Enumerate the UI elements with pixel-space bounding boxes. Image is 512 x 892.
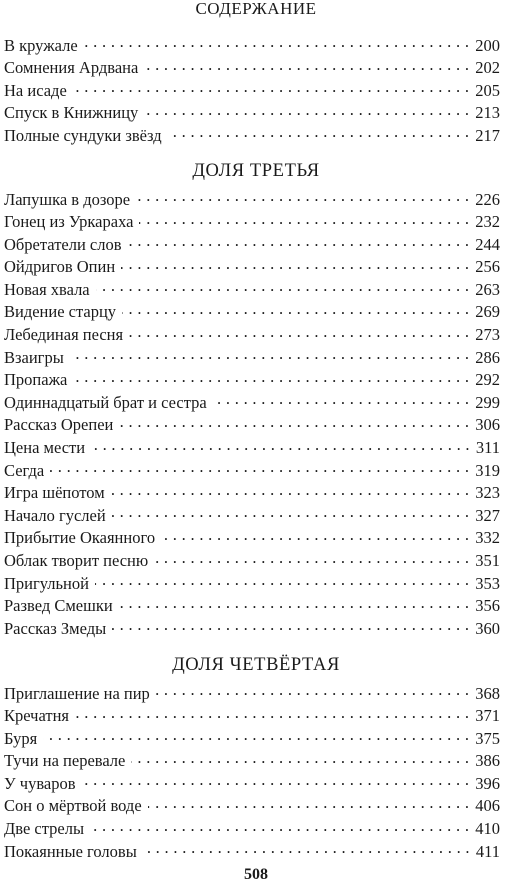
dot-leader (84, 34, 470, 51)
toc-entry-page: 232 (475, 212, 500, 232)
toc-entry (4, 504, 500, 527)
toc-entry-page: 306 (475, 415, 500, 435)
toc-entry (4, 79, 500, 102)
toc-entry-title: Видение старцу (4, 302, 117, 322)
toc-entry (4, 57, 500, 80)
toc-entry-page: 356 (475, 596, 500, 616)
toc-entry (4, 324, 500, 347)
page-header: СОДЕРЖАНИЕ (195, 0, 317, 18)
toc-entry-title: Лебединая песня (4, 325, 124, 345)
toc-entry-title: Полные сундуки звёзд (4, 125, 162, 145)
toc-entry (4, 211, 500, 234)
toc-entry (4, 595, 500, 618)
dot-leader (43, 727, 469, 744)
toc-entry-title: Цена мести (4, 438, 86, 458)
toc-entry (4, 437, 500, 460)
toc-list-part-3 (4, 188, 500, 640)
dot-leader (112, 617, 469, 634)
dot-leader (50, 459, 469, 476)
toc-entry-title: Развед Смешки (4, 596, 113, 616)
toc-entry-page: 292 (475, 370, 500, 390)
toc-entry-page: 406 (475, 796, 500, 816)
toc-entry-page: 368 (475, 683, 500, 703)
toc-entry-page: 273 (475, 325, 500, 345)
toc-entry-page: 256 (475, 257, 500, 277)
dot-leader (96, 278, 470, 295)
toc-entry-title: Одиннадцатый брат и сестра (4, 392, 207, 412)
toc-entry-page: 360 (475, 618, 500, 638)
dot-leader (156, 682, 469, 699)
dot-leader (90, 818, 469, 835)
section-title-part-3: ДОЛЯ ТРЕТЬЯ (192, 161, 320, 181)
toc-entry-title: Пропажа (4, 370, 68, 390)
dot-leader (136, 188, 469, 205)
toc-entry (4, 391, 500, 414)
toc-entry-page: 299 (475, 392, 500, 412)
toc-entry-page: 396 (475, 773, 500, 793)
dot-leader (91, 437, 470, 454)
toc-entry-page: 353 (475, 573, 500, 593)
toc-entry (4, 682, 500, 705)
toc-entry (4, 482, 500, 505)
dot-leader (122, 301, 469, 318)
dot-leader (139, 211, 469, 228)
toc-entry-page: 410 (475, 819, 500, 839)
dot-leader (75, 705, 469, 722)
dot-leader (161, 527, 469, 544)
dot-leader (112, 504, 470, 521)
toc-entry-page: 269 (475, 302, 500, 322)
toc-entry (4, 102, 500, 125)
dot-leader (119, 595, 470, 612)
toc-entry-title: У чуваров (4, 773, 76, 793)
toc-entry-page: 217 (475, 125, 500, 145)
toc-entry (4, 124, 500, 147)
dot-leader (73, 79, 469, 96)
toc-entry-page: 286 (475, 347, 500, 367)
toc-entry-title: Рассказ Орепеи (4, 415, 114, 435)
toc-entry-title: В кружале (4, 35, 78, 55)
dot-leader (168, 124, 470, 141)
toc-entry-title: Обретатели слов (4, 234, 122, 254)
toc-entry-title: Сегда (4, 460, 45, 480)
toc-entry-title: Облак творит песню (4, 551, 149, 570)
toc-entry-title: Ойдригов Опин (4, 257, 116, 277)
toc-entry-title: Игра шёпотом (4, 483, 105, 503)
dot-leader (73, 369, 469, 386)
dot-leader (144, 57, 469, 74)
toc-entry-title: Буря (4, 728, 38, 748)
dot-leader (119, 414, 469, 431)
toc-entry-page: 213 (475, 103, 500, 123)
toc-entry-title: Две стрелы (4, 819, 85, 839)
toc-entry-page: 386 (475, 751, 500, 771)
toc-entry (4, 34, 500, 57)
toc-entry-title: Приглашение на пир (4, 683, 150, 703)
dot-leader (82, 772, 470, 789)
toc-list-part-2 (4, 34, 500, 147)
toc-entry-page: 202 (475, 58, 500, 78)
toc-entry-title: Новая хвала (4, 279, 90, 299)
dot-leader (148, 795, 470, 812)
toc-entry-title: Тучи на перевале (4, 751, 126, 771)
toc-entry-page: 200 (475, 35, 500, 55)
toc-entry-page: 332 (475, 528, 500, 548)
toc-entry-title: Гонец из Уркараха (4, 212, 134, 232)
toc-entry (4, 369, 500, 392)
toc-entry (4, 346, 500, 369)
toc-entry-page: 411 (475, 841, 500, 861)
toc-entry-title: Спуск в Книжницу (4, 103, 139, 123)
toc-entry-title: Пригульной (4, 573, 89, 593)
toc-entry-title: Начало гуслей (4, 505, 106, 525)
dot-leader (144, 102, 469, 119)
toc-entry (4, 414, 500, 437)
toc-entry (4, 233, 500, 256)
dot-leader (111, 482, 470, 499)
toc-entry-title: Рассказ Змеды (4, 618, 107, 638)
toc-entry (4, 750, 500, 773)
toc-entry-page: 371 (475, 706, 500, 726)
toc-list-part-4 (4, 682, 500, 863)
dot-leader (154, 550, 469, 567)
toc-entry (4, 772, 500, 795)
toc-entry-title: Прибытие Окаянного (4, 528, 156, 548)
dot-leader (213, 391, 470, 408)
toc-entry (4, 188, 500, 211)
toc-entry-page: 263 (475, 279, 500, 299)
toc-entry (4, 527, 500, 550)
toc-entry (4, 572, 500, 595)
toc-entry (4, 727, 500, 750)
dot-leader (95, 572, 469, 589)
toc-entry-page: 375 (475, 728, 500, 748)
toc-entry-title: Покаянные головы (4, 841, 137, 861)
toc-entry (4, 459, 500, 482)
toc-entry-page: 327 (475, 505, 500, 525)
toc-entry-page: 323 (475, 483, 500, 503)
toc-entry-page: 226 (475, 189, 500, 209)
page-number: 508 (244, 866, 268, 883)
toc-entry-page: 319 (475, 460, 500, 480)
dot-leader (70, 346, 469, 363)
toc-entry-page: 351 (475, 551, 500, 570)
toc-entry (4, 256, 500, 279)
toc-entry (4, 278, 500, 301)
toc-entry-title: Взаигры (4, 347, 64, 367)
toc-entry-page: 244 (475, 234, 500, 254)
section-title-part-4: ДОЛЯ ЧЕТВЁРТАЯ (172, 655, 340, 675)
dot-leader (128, 233, 470, 250)
dot-leader (131, 750, 469, 767)
toc-entry (4, 795, 500, 818)
toc-entry (4, 301, 500, 324)
toc-entry-page: 205 (475, 80, 500, 100)
toc-entry (4, 705, 500, 728)
toc-entry-title: Кречатня (4, 706, 69, 726)
toc-entry-page: 311 (475, 438, 500, 458)
dot-leader (121, 256, 469, 273)
toc-entry-title: На исаде (4, 80, 67, 100)
toc-entry (4, 617, 500, 640)
dot-leader (129, 324, 469, 341)
dot-leader (143, 840, 470, 857)
toc-entry-title: Сон о мёртвой воде (4, 796, 142, 816)
toc-entry-title: Сомнения Ардвана (4, 58, 139, 78)
toc-entry-title: Лапушка в дозоре (4, 189, 131, 209)
toc-entry (4, 840, 500, 863)
toc-entry (4, 818, 500, 841)
toc-entry (4, 550, 500, 573)
